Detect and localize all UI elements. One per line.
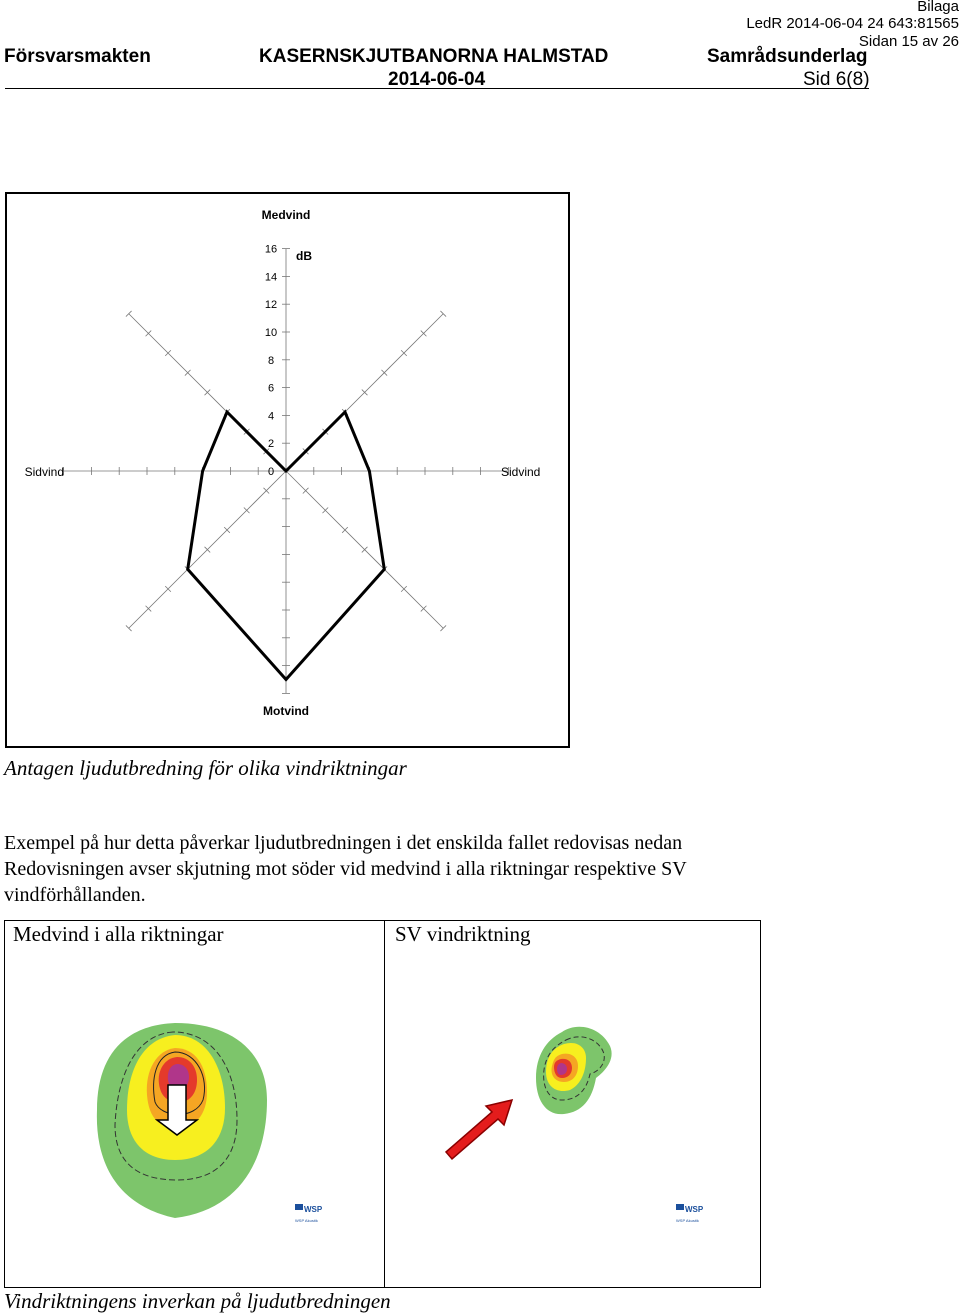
wsp-logo-text-left: WSP	[304, 1205, 323, 1214]
radar-tick-label-0: 0	[267, 466, 275, 478]
page-number: Sid 6(8)	[803, 69, 870, 90]
project-title: KASERNSKJUTBANORNA HALMSTAD	[259, 46, 609, 67]
chart-caption: Antagen ljudutbredning för olika vindriktningar	[4, 756, 407, 780]
wsp-logo-subtext-right: WSP Akustik	[676, 1218, 699, 1223]
left-map-title: Medvind i alla riktningar	[13, 922, 224, 946]
attachment-label: Bilaga	[917, 0, 959, 15]
document-type: Samrådsunderlag	[707, 46, 868, 67]
radar-tick-label-16: 16	[264, 243, 278, 256]
radar-tick-label-2: 2	[267, 438, 275, 451]
radar-tick-label-12: 12	[264, 299, 278, 312]
right-map-title: SV vindriktning	[395, 922, 531, 946]
radar-tick-label-6: 6	[267, 382, 275, 395]
paragraph-line-3: vindförhållanden.	[4, 884, 146, 906]
header-rule	[5, 88, 869, 89]
sw-wind-arrow	[446, 1100, 512, 1159]
axis-label-bottom: Motvind	[263, 704, 309, 718]
unit-label: dB	[296, 249, 312, 263]
organization-name: Försvarsmakten	[4, 46, 151, 67]
radar-tick-label-10: 10	[264, 327, 278, 339]
wsp-logo-subtext-left: WSP Akustik	[295, 1218, 318, 1223]
wsp-logo-left	[295, 1204, 323, 1223]
document-date: 2014-06-04	[388, 69, 486, 90]
left-noise-map	[5, 960, 385, 1280]
radar-tick-label-8: 8	[267, 354, 275, 367]
radar-chart	[7, 194, 568, 746]
right-noise-map	[386, 960, 761, 1280]
wsp-logo-text-right: WSP	[685, 1205, 704, 1214]
maps-caption: Vindriktningens inverkan på ljudutbredningen	[4, 1289, 391, 1313]
paragraph-line-1: Exempel på hur detta påverkar ljudutbredningen i det enskilda fallet redovisas nedan	[4, 832, 683, 854]
axis-label-left: Sidvind	[24, 465, 64, 479]
radar-chart-frame	[5, 192, 570, 748]
paragraph-line-2: Redovisningen avser skjutning mot söder vid medvind i alla riktningar respektive SV	[4, 858, 687, 880]
axis-label-right: Sidvind	[501, 465, 541, 479]
page-of-label: Sidan 15 av 26	[858, 33, 959, 50]
radar-tick-label-4: 4	[267, 410, 275, 423]
radar-tick-label-14: 14	[264, 271, 278, 284]
axis-label-top: Medvind	[261, 208, 311, 222]
reference-number: LedR 2014-06-04 24 643:81565	[746, 15, 959, 32]
wsp-logo-right	[676, 1204, 704, 1223]
